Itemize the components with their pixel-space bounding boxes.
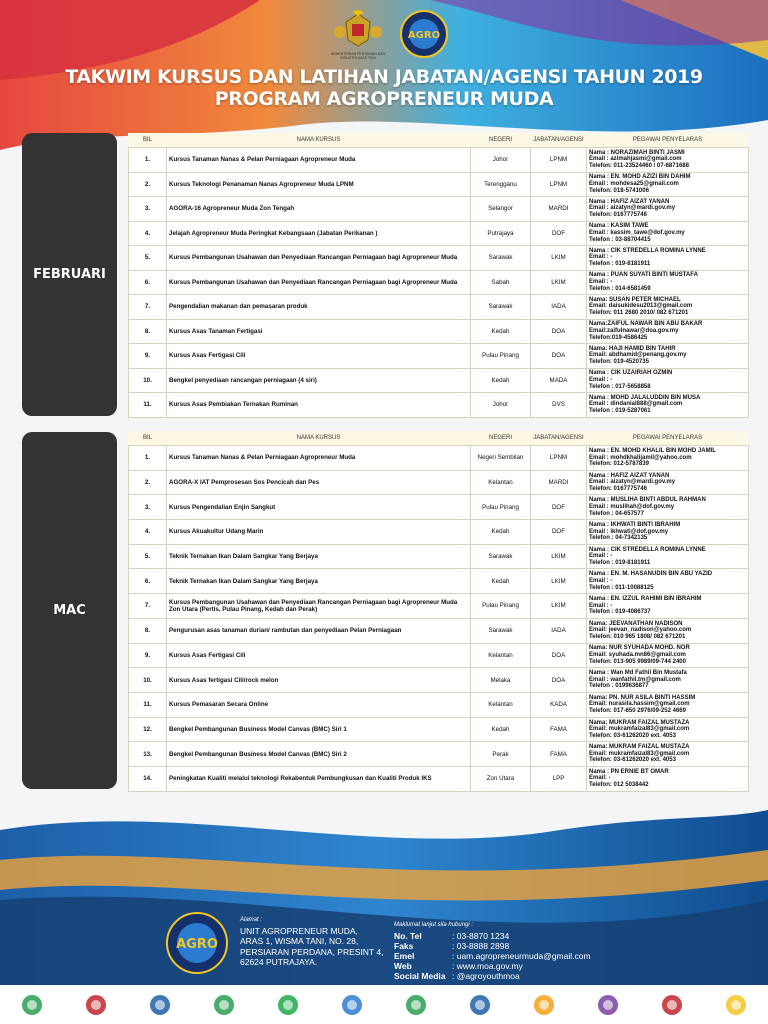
row-number-cell: 10. [129,368,167,393]
partner-logo-icon [17,992,47,1018]
state-cell: Pulau Pinang [471,495,531,520]
course-name-cell: Kursus Tanaman Nanas & Pelan Perniagaan Agropreneur Muda [167,446,471,471]
coordinator-cell: Nama: JEEVANATHAN NADISON Email: jeevan_nadison@yahoo.com Telefon: 010 965 1808/ 082 671201 [587,618,749,643]
coordinator-cell: Nama : CIK STREDELLA ROMINA LYNNE Email : - Telefon : 019-8181911 [587,544,749,569]
header-logos [330,10,448,58]
col-negeri: NEGERI [488,435,512,441]
government-crest-icon [330,10,386,58]
partner-logo-icon [81,992,111,1018]
row-number-cell: 11. [129,692,167,717]
agency-cell: DOA [531,668,587,693]
agency-cell: DOA [531,643,587,668]
row-number-cell: 6. [129,270,167,295]
partner-logo-icon [273,992,303,1018]
row-number-cell: 8. [129,319,167,344]
course-name-cell: Kursus Asas fertigasi Cili/rock melon [167,668,471,693]
partner-logo-icon [337,992,367,1018]
row-number-cell: 7. [129,594,167,619]
state-cell: Kelantan [471,643,531,668]
coordinator-cell: Nama : MOHD JALALUDDIN BIN MUSA Email : dindanial888@gmail.com Telefon : 019-5287061 [587,393,749,418]
table-row [129,520,749,545]
table-row [129,544,749,569]
agency-cell: LPP [531,766,587,791]
course-name-cell: Jelajah Agropreneur Muda Peringkat Kebangsaan (Jabatan Perikanan ) [167,221,471,246]
partner-logo-icon [529,992,559,1018]
title-line-2: PROGRAM AGROPRENEUR MUDA [214,88,554,110]
course-name-cell: Kursus Pemasaran Secara Online [167,692,471,717]
course-name-cell: Kursus Teknologi Penanaman Nanas Agropreneur Muda LPNM [167,172,471,197]
table-row [129,569,749,594]
coordinator-cell: Nama : CIK UZAIRIAH OZMIN Email : - Telefon : 017-5658858 [587,368,749,393]
state-cell: Sarawak [471,295,531,320]
table-row [129,643,749,668]
state-cell: Kelantan [471,470,531,495]
row-number-cell: 13. [129,742,167,767]
agency-cell: LKIM [531,569,587,594]
col-pegawai: PEGAWAI PENYELARAS [632,435,703,441]
coordinator-cell: Nama:ZAIFUL NAWAR BIN ABU BAKAR Email:zaifulnawar@doa.gov.my Telefon:019-4586425 [587,319,749,344]
state-cell: Sarawak [471,544,531,569]
table-row [129,470,749,495]
course-name-cell: Kursus Asas Fertigasi Cili [167,344,471,369]
agency-cell: DOA [531,344,587,369]
state-cell: Kelantan [471,692,531,717]
coordinator-cell: Nama : PN ERNIE BT OMAR Email: - Telefon: 012 5038442 [587,766,749,791]
coordinator-cell: Nama: PN. NUR ASILA BINTI HASSIM Email: nurasila.hassim@gmail.com Telefon: 017-650 2976/09-252 4669 [587,692,749,717]
row-number-cell: 11. [129,393,167,418]
table-row [129,172,749,197]
state-cell: Kedah [471,319,531,344]
footer-address [240,915,383,968]
col-bil: BIL [142,137,152,143]
address-line: UNIT AGROPRENEUR MUDA, [240,925,358,936]
mac-table [128,431,748,792]
course-name-cell: Kursus Asas Fertigasi Cili [167,643,471,668]
course-name-cell: Peningkatan Kualiti melalui teknologi Rekabentuk Pembungkusan dan Kualiti Produk IKS [167,766,471,791]
title-line-1: TAKWIM KURSUS DAN LATIHAN JABATAN/AGENSI TAHUN 2019 [65,66,703,88]
agency-cell: LPNM [531,446,587,471]
partner-logo-icon [401,992,431,1018]
coordinator-cell: Nama : PUAN SUYATI BINTI MUSTAFA Email : - Telefon : 014-6581459 [587,270,749,295]
table-row [129,221,749,246]
agency-cell: DVS [531,393,587,418]
row-number-cell: 3. [129,495,167,520]
state-cell: Johor [471,148,531,173]
course-name-cell: Teknik Ternakan Ikan Dalam Sangkar Yang Berjaya [167,544,471,569]
coordinator-cell: Nama : IKHWATI BINTI IBRAHIM Email : ikhwati@dof.gov.my Telefon : 04-7342135 [587,520,749,545]
row-number-cell: 10. [129,668,167,693]
col-pegawai: PEGAWAI PENYELARAS [632,137,703,143]
course-name-cell: Teknik Ternakan Ikan Dalam Sangkar Yang Berjaya [167,569,471,594]
coordinator-cell: Nama : EN. MOHD KHALIL BIN MOHD JAMIL Email : mohdkhalijamil@yahoo.com Telefon: 012-5787839 [587,446,749,471]
agency-cell: FAMA [531,742,587,767]
agency-cell: MADA [531,368,587,393]
table-header-row [129,431,749,446]
address-label: Alamat : [240,917,263,923]
state-cell: Melaka [471,668,531,693]
agency-cell: KADA [531,692,587,717]
table-row [129,270,749,295]
state-cell: Negeri Sembilan [471,446,531,471]
course-name-cell: Kursus Pembangunan Usahawan dan Penyediaan Rancangan Perniagaan bagi Agropreneur Muda [167,246,471,271]
state-cell: Kedah [471,368,531,393]
row-number-cell: 2. [129,172,167,197]
agency-cell: LKIM [531,246,587,271]
row-number-cell: 1. [129,446,167,471]
svg-text:AGRO: AGRO [176,937,218,952]
course-name-cell: AGORA-16 Agropreneur Muda Zon Tengah [167,197,471,222]
agency-cell: LPNM [531,148,587,173]
coordinator-cell: Nama: NUR SYUHADA MOHD. NOR Email: syuhada.mn86@gmail.com Telefon: 013-905 9989/09-744 2400 [587,643,749,668]
coordinator-cell: Nama : EN. MOHD AZIZI BIN DAHIM Email : mohdesa25@gmail.com Telefon: 018-5741006 [587,172,749,197]
coordinator-cell: Nama: MUKRAM FAIZAL MUSTAZA Email: mukramfaizal83@gmail.com Telefon: 03-61262020 ext. 4053 [587,742,749,767]
address-line: PERSIARAN PERDANA, PRESINT 4, [240,946,384,957]
row-number-cell: 2. [129,470,167,495]
state-cell: Terengganu [471,172,531,197]
februari-table [128,133,748,418]
state-cell: Sarawak [471,246,531,271]
row-number-cell: 9. [129,643,167,668]
agro-footer-logo-icon [166,912,228,974]
course-name-cell: Pengendalian makanan dan pemasaran produk [167,295,471,320]
row-number-cell: 1. [129,148,167,173]
course-name-cell: Kursus Akuakultur Udang Marin [167,520,471,545]
course-name-cell: Bengkel penyediaan rancangan perniagaan (4 siri) [167,368,471,393]
table-row [129,246,749,271]
coordinator-cell: Nama: MUKRAM FAIZAL MUSTAZA Email: mukramfaizal83@gmail.com Telefon: 03-61262020 ext. 4053 [587,717,749,742]
table-row [129,344,749,369]
contact-label: Maklumat lanjut sila hubungi : [394,922,474,928]
row-number-cell: 7. [129,295,167,320]
table-row [129,295,749,320]
state-cell: Kedah [471,717,531,742]
coordinator-cell: Nama: SUSAN PETER MICHAEL Email: daisukidesu2013@gmail.com Telefon: 011 2680 2010/ 082 671201 [587,295,749,320]
table-row [129,742,749,767]
agency-cell: MARDI [531,470,587,495]
col-jabatan: JABATAN/AGENSI [533,137,584,143]
table-row [129,319,749,344]
course-name-cell: Kursus Asas Tanaman Fertigasi [167,319,471,344]
state-cell: Kedah [471,520,531,545]
page-title [0,66,768,110]
state-cell: Kedah [471,569,531,594]
svg-text:AGRO: AGRO [407,30,441,41]
table-row [129,495,749,520]
table-row [129,618,749,643]
table-row [129,393,749,418]
course-name-cell: Bengkel Pembangunan Business Model Canvas (BMC) Siri 2 [167,742,471,767]
address-line: ARAS 1, WISMA TANI, NO. 28, [240,936,359,946]
agency-cell: DOA [531,319,587,344]
row-number-cell: 8. [129,618,167,643]
col-nama-kursus: NAMA KURSUS [296,435,341,441]
state-cell: Johor [471,393,531,418]
state-cell: Sabah [471,270,531,295]
coordinator-cell: Nama : HAFIZ AIZAT YANAN Email : aizatyn@mardi.gov.my Telefon: 0167775746 [587,470,749,495]
table-row [129,148,749,173]
address-line: 62624 PUTRAJAYA. [240,957,318,967]
partner-logo-icon [721,992,751,1018]
row-number-cell: 5. [129,246,167,271]
agency-cell: LKIM [531,544,587,569]
course-name-cell: Pengurusan asas tanaman durian/ rambutan dan penyediaan Pelan Perniagaan [167,618,471,643]
row-number-cell: 14. [129,766,167,791]
course-name-cell: Kursus Pengendalian Enjin Sangkut [167,495,471,520]
coordinator-cell: Nama : EN. M. HASANUDIN BIN ABU YAZID Email : - Telefon : 011-10088125 [587,569,749,594]
row-number-cell: 4. [129,221,167,246]
col-bil: BIL [142,435,152,441]
table-header-row [129,133,749,148]
agency-cell: IADA [531,295,587,320]
agency-cell: DOF [531,520,587,545]
table-row [129,717,749,742]
col-jabatan: JABATAN/AGENSI [533,435,584,441]
agency-cell: LKIM [531,270,587,295]
partner-logo-icon [657,992,687,1018]
table-row [129,594,749,619]
row-number-cell: 3. [129,197,167,222]
agro-logo-icon [400,10,448,58]
row-number-cell: 5. [129,544,167,569]
agency-cell: IADA [531,618,587,643]
coordinator-cell: Nama : Wan Md Fathil Bin Mustafa Email : wanfathil.tm@gmail.com Telefon : 0199636877 [587,668,749,693]
row-number-cell: 12. [129,717,167,742]
contact-row-emel: Emel : uam.agropreneurmuda@gmail.com [394,951,591,961]
state-cell: Perak [471,742,531,767]
month-label-mac: MAC [22,432,117,789]
contact-row-tel: No. Tel : 03-8870 1234 [394,931,510,941]
course-name-cell: Kursus Tanaman Nanas & Pelan Perniagaan Agropreneur Muda [167,148,471,173]
coordinator-cell: Nama : KASIM TAWE Email : kassim_tawe@dof.gov.my Telefon : 03-88704415 [587,221,749,246]
state-cell: Putrajaya [471,221,531,246]
table-row [129,368,749,393]
partner-logos-strip [0,985,768,1024]
table-row [129,766,749,791]
coordinator-cell: Nama : CIK STREDELLA ROMINA LYNNE Email : - Telefon : 019-8181911 [587,246,749,271]
partner-logo-icon [145,992,175,1018]
course-name-cell: Kursus Pembangunan Usahawan dan Penyediaan Rancangan Perniagaan bagi Agropreneur Muda [167,270,471,295]
state-cell: Sarawak [471,618,531,643]
partner-logo-icon [593,992,623,1018]
contact-row-faks: Faks : 03-8888 2898 [394,941,510,951]
agency-cell: DOF [531,221,587,246]
course-name-cell: Bengkel Pembangunan Business Model Canvas (BMC) Siri 1 [167,717,471,742]
row-number-cell: 9. [129,344,167,369]
course-name-cell: AGORA-X IAT Pemprosesan Sos Pencicah dan Pes [167,470,471,495]
col-nama-kursus: NAMA KURSUS [296,137,341,143]
col-negeri: NEGERI [488,137,512,143]
course-name-cell: Kursus Asas Pembiakan Ternakan Ruminan [167,393,471,418]
state-cell: Selangor [471,197,531,222]
partner-logo-icon [465,992,495,1018]
ministry-caption: KEMENTERIAN PERTANIAN DAN INDUSTRI ASAS TANI [330,52,386,60]
state-cell: Pulau Pinang [471,594,531,619]
agency-cell: LKIM [531,594,587,619]
agency-cell: FAMA [531,717,587,742]
state-cell: Zon Utara [471,766,531,791]
partner-logo-icon [209,992,239,1018]
contact-row-web: Web : www.moa.gov.my [394,961,523,971]
table-row [129,197,749,222]
table-row [129,446,749,471]
coordinator-cell: Nama : NORAZIMAH BINTI JASMI Email : azimahjasmi@gmail.com Telefon: 011-23524460 / 07-6871688 [587,148,749,173]
coordinator-cell: Nama: HAJI HAMID BIN TAHIR Email: abdhamid@penang.gov.my Telefon: 019-4520735 [587,344,749,369]
agency-cell: MARDI [531,197,587,222]
agency-cell: DOF [531,495,587,520]
month-label-februari: FEBRUARI [22,133,117,416]
coordinator-cell: Nama : HAFIZ AIZAT YANAN Email : aizatyn@mardi.gov.my Telefon: 0167775746 [587,197,749,222]
agency-cell: LPNM [531,172,587,197]
footer-contact [394,920,591,981]
row-number-cell: 4. [129,520,167,545]
coordinator-cell: Nama : MUSLIHA BINTI ABDUL RAHMAN Email : muslihah@dof.gov.my Telefon : 04-657577 [587,495,749,520]
row-number-cell: 6. [129,569,167,594]
table-row [129,668,749,693]
contact-row-social: Social Media : @agroyouthmoa [394,971,520,981]
course-name-cell: Kursus Pembangunan Usahawan dan Penyediaan Rancangan Perniagaan bagi Agropreneur Muda Zon Utara (Pertis, Pulau Pinang, Kedah dan Perak) [167,594,471,619]
state-cell: Pulau Pinang [471,344,531,369]
coordinator-cell: Nama : EN. IZZUL RAHIMI BIN IBRAHIM Email : - Telefon : 019-4086737 [587,594,749,619]
table-row [129,692,749,717]
